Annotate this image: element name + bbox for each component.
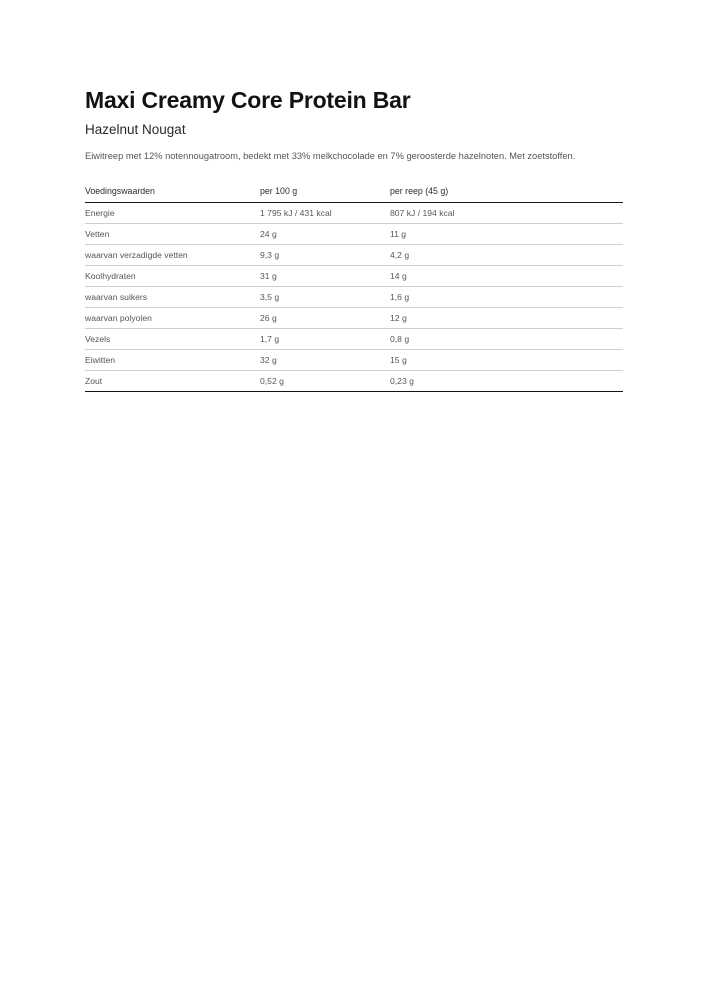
table-row: [85, 202, 623, 223]
table-row: [85, 244, 623, 265]
nutrient-value-per-serving: 4,2 g: [390, 244, 623, 265]
page-title: Maxi Creamy Core Protein Bar: [85, 87, 411, 113]
column-header-per-100g: per 100 g: [260, 186, 390, 203]
nutrient-value-per-serving: 11 g: [390, 223, 623, 244]
nutrient-value-per-serving: 12 g: [390, 307, 623, 328]
nutrition-table-body: [85, 202, 623, 391]
table-row: [85, 286, 623, 307]
nutrient-value-per-serving: 14 g: [390, 265, 623, 286]
nutrient-value-per-100g: 1 795 kJ / 431 kcal: [260, 202, 390, 223]
nutrient-value-per-serving: 0,23 g: [390, 370, 623, 391]
nutrition-table-head: [85, 186, 623, 203]
nutrient-value-per-100g: 0,52 g: [260, 370, 390, 391]
nutrient-value-per-100g: 24 g: [260, 223, 390, 244]
table-header-row: [85, 186, 623, 203]
nutrient-name: waarvan polyolen: [85, 307, 260, 328]
nutrient-value-per-100g: 1,7 g: [260, 328, 390, 349]
nutrient-value-per-100g: 31 g: [260, 265, 390, 286]
nutrient-value-per-100g: 3,5 g: [260, 286, 390, 307]
table-row: [85, 370, 623, 391]
nutrient-name: waarvan suikers: [85, 286, 260, 307]
table-row: [85, 223, 623, 244]
column-header-per-serving: per reep (45 g): [390, 186, 623, 203]
nutrient-value-per-serving: 807 kJ / 194 kcal: [390, 202, 623, 223]
nutrient-name: Vezels: [85, 328, 260, 349]
nutrient-value-per-100g: 26 g: [260, 307, 390, 328]
nutrient-name: Vetten: [85, 223, 260, 244]
column-header-nutrients: Voedingswaarden: [85, 186, 260, 203]
nutrient-name: Energie: [85, 202, 260, 223]
nutrient-value-per-100g: 9,3 g: [260, 244, 390, 265]
nutrient-name: Eiwitten: [85, 349, 260, 370]
nutrient-name: waarvan verzadigde vetten: [85, 244, 260, 265]
nutrient-value-per-serving: 0,8 g: [390, 328, 623, 349]
nutrition-table: [85, 186, 623, 392]
nutrient-value-per-100g: 32 g: [260, 349, 390, 370]
table-row: [85, 307, 623, 328]
nutrient-name: Zout: [85, 370, 260, 391]
table-row: [85, 265, 623, 286]
table-row: [85, 349, 623, 370]
product-description: Eiwitreep met 12% notennougatroom, bedekt met 33% melkchocolade en 7% geroosterde hazelnoten. Met zoetstoffen.: [85, 151, 576, 162]
table-row: [85, 328, 623, 349]
nutrient-name: Koolhydraten: [85, 265, 260, 286]
nutrient-value-per-serving: 15 g: [390, 349, 623, 370]
product-flavour-subtitle: Hazelnut Nougat: [85, 122, 186, 138]
nutrient-value-per-serving: 1,6 g: [390, 286, 623, 307]
